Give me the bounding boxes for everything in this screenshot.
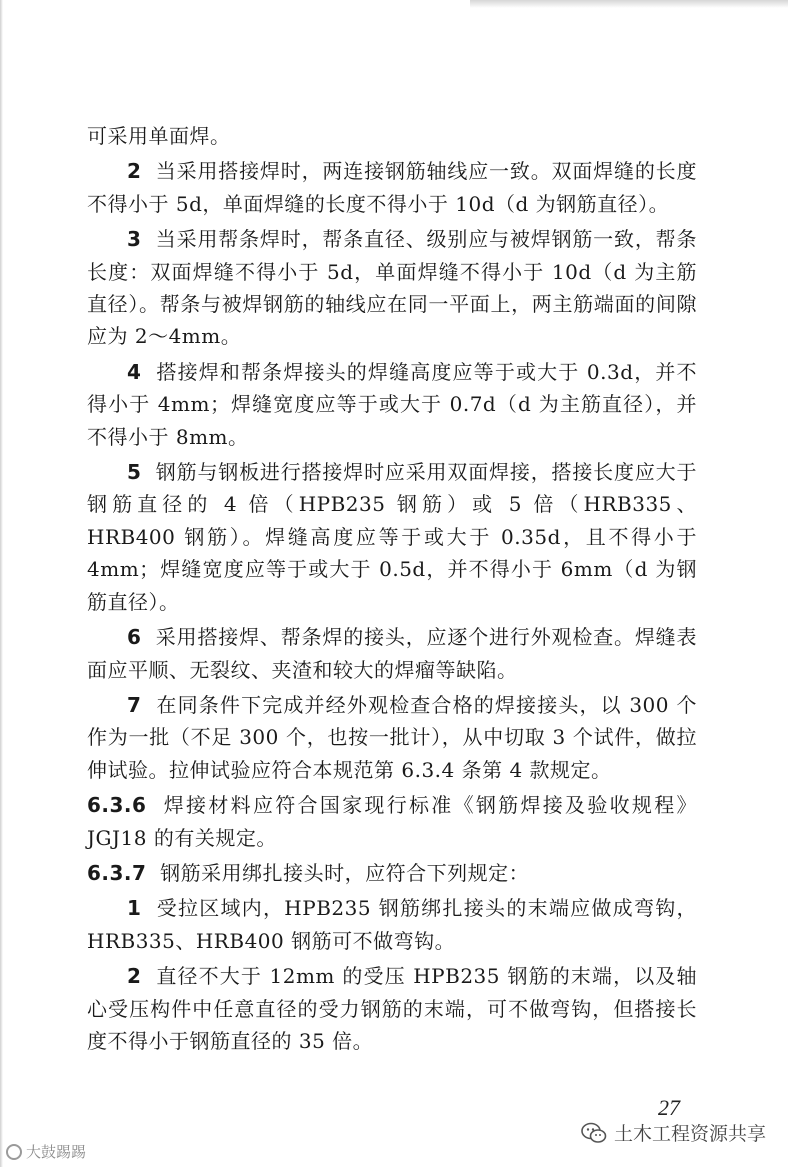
scan-edge bbox=[0, 0, 3, 1167]
clause-6-3-7: 6.3.7 钢筋采用绑扎接头时，应符合下列规定： bbox=[87, 860, 530, 885]
paragraph-0: 可采用单面焊。 bbox=[87, 124, 231, 148]
paragraph-4: 5 钢筋与钢板进行搭接焊时应采用双面焊接，搭接长度应大于钢筋直径的 4 倍（HPB235 钢筋）或 5 倍（HRB335、HRB400 钢筋）。焊缝高度应等于或大于 0.35d，且不得小于 4mm；焊缝宽度应等于或大于 0.5d，并不得小于 6mm（d 为钢筋直径）。 bbox=[87, 460, 697, 614]
source-name: 土木工程资源共享 bbox=[613, 1123, 766, 1145]
paragraph-9: 1 受拉区域内，HPB235 钢筋绑扎接头的末端应做成弯钩，HRB335、HRB400 钢筋可不做弯钩。 bbox=[87, 896, 697, 953]
footer-watermark bbox=[6, 1141, 86, 1162]
paragraph-6: 7 在同条件下完成并经外观检查合格的焊接接头，以 300 个作为一批（不足 300 个，也按一批计），从中切取 3 个试件，做拉伸试验。拉伸试验应符合本规范第 6.3.4 条第 4 款规定。 bbox=[87, 692, 698, 782]
paragraph-5: 6 采用搭接焊、帮条焊的接头，应逐个进行外观检查。焊缝表面应平顺、无裂纹、夹渣和较大的焊瘤等缺陷。 bbox=[87, 625, 697, 682]
wechat-icon bbox=[580, 1121, 608, 1145]
page-body bbox=[87, 120, 697, 1060]
paragraph-3: 4 搭接焊和帮条焊接头的焊缝高度应等于或大于 0.3d，并不得小于 4mm；焊缝宽度应等于或大于 0.7d（d 为主筋直径），并不得小于 8mm。 bbox=[87, 359, 697, 449]
clause-6-3-6: 6.3.6 焊接材料应符合国家现行标准《钢筋焊接及验收规程》JGJ18 的有关规定。 bbox=[87, 793, 698, 850]
scan-shadow bbox=[470, 0, 788, 8]
paragraph-1: 2 当采用搭接焊时，两连接钢筋轴线应一致。双面焊缝的长度不得小于 5d，单面焊缝的长度不得小于 10d（d 为钢筋直径）。 bbox=[87, 159, 697, 216]
paragraph-2: 3 当采用帮条焊时，帮条直径、级别应与被焊钢筋一致，帮条长度：双面焊缝不得小于 5d，单面焊缝不得小于 10d（d 为主筋直径）。帮条与被焊钢筋的轴线应在同一平面上，两主筋端面的间隙应为 2～4mm。 bbox=[87, 227, 697, 349]
watermark-text: 大鼓踢踢 bbox=[26, 1143, 87, 1161]
footer-source bbox=[580, 1119, 766, 1146]
paragraph-10: 2 直径不大于 12mm 的受压 HPB235 钢筋的末端，以及轴心受压构件中任意直径的受力钢筋的末端，可不做弯钩，但搭接长度不得小于钢筋直径的 35 倍。 bbox=[87, 964, 697, 1053]
watermark-logo-icon bbox=[6, 1144, 22, 1160]
page-number: 27 bbox=[658, 1095, 680, 1120]
